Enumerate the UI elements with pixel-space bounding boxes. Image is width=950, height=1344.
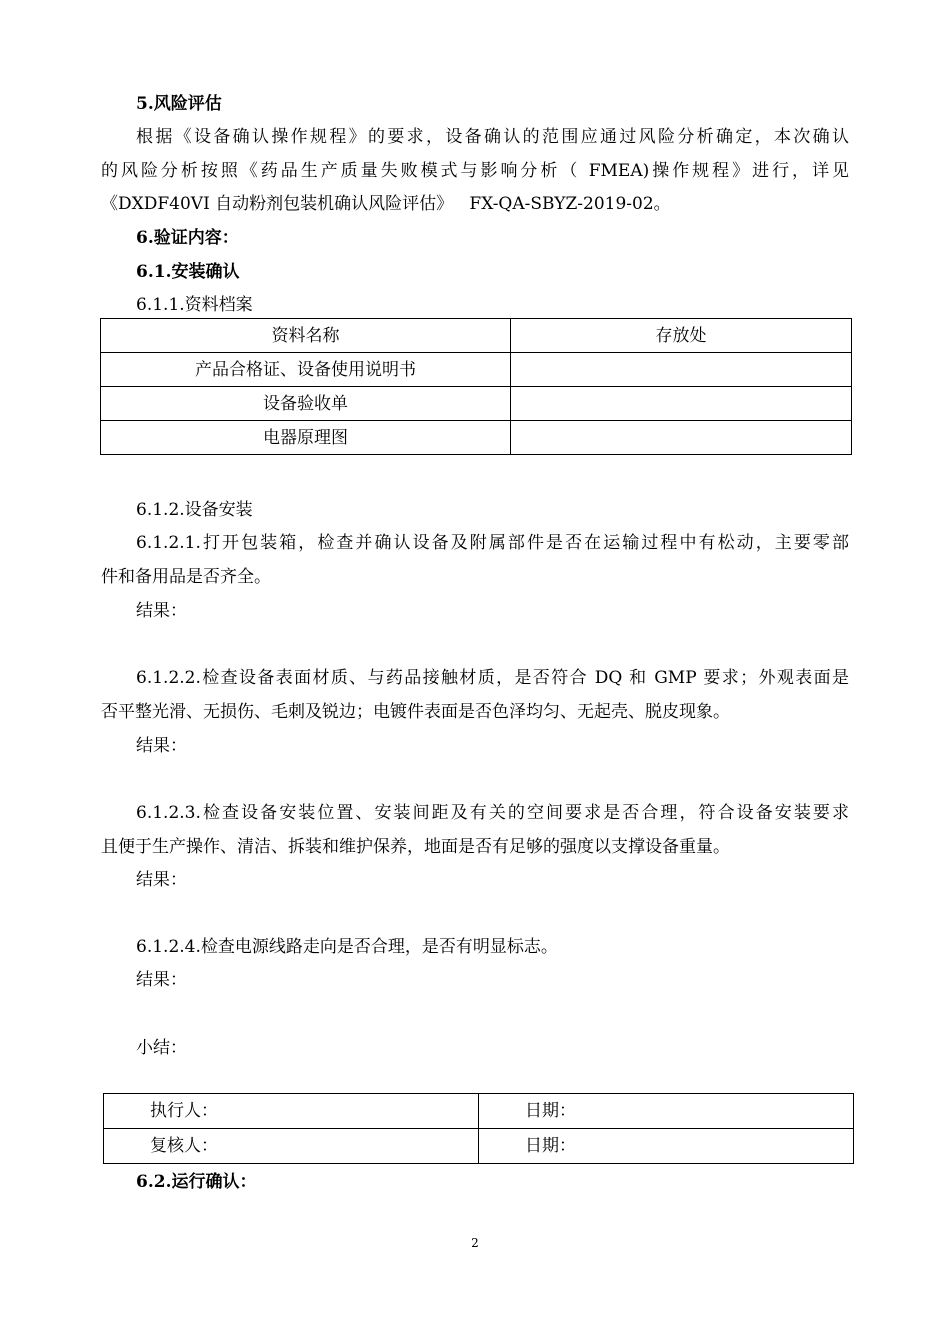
result-label: 结果：	[136, 736, 187, 756]
table-cell: 设备验收单	[101, 387, 511, 421]
section-6-1-heading: 6.1.安装确认	[136, 262, 240, 282]
item-6-1-2-3-line-1: 6.1.2.3.检查设备安装位置、安装间距及有关的空间要求是否合理，符合设备安装要求	[136, 803, 849, 823]
table-header-cell: 存放处	[511, 319, 852, 353]
result-label: 结果：	[136, 601, 187, 621]
table-row	[101, 387, 852, 421]
section-5-paragraph-line-2: 的风险分析按照《药品生产质量失败模式与影响分析（ FMEA)操作规程》进行，详见	[101, 161, 849, 181]
date-label: 日期：	[479, 1094, 854, 1129]
date-label: 日期：	[479, 1129, 854, 1164]
table-header-cell: 资料名称	[101, 319, 511, 353]
section-6-2-heading: 6.2.运行确认：	[136, 1172, 257, 1192]
signoff-row	[104, 1129, 854, 1164]
archive-table	[100, 318, 852, 455]
summary-label: 小结：	[136, 1038, 187, 1058]
table-cell: 电器原理图	[101, 421, 511, 455]
item-6-1-2-1-line-1: 6.1.2.1.打开包装箱，检查并确认设备及附属部件是否在运输过程中有松动，主要零部	[136, 533, 849, 553]
table-row	[101, 421, 852, 455]
result-label: 结果：	[136, 970, 187, 990]
section-5-paragraph-line-1: 根据《设备确认操作规程》的要求，设备确认的范围应通过风险分析确定，本次确认	[136, 127, 849, 147]
section-6-1-2-heading: 6.1.2.设备安装	[136, 500, 253, 520]
item-6-1-2-2-line-2: 否平整光滑、无损伤、毛刺及锐边；电镀件表面是否色泽均匀、无起壳、脱皮现象。	[101, 702, 730, 722]
item-6-1-2-4-line-1: 6.1.2.4.检查电源线路走向是否合理，是否有明显标志。	[136, 937, 558, 957]
reviewer-label: 复核人：	[104, 1129, 479, 1164]
section-6-1-1-heading: 6.1.1.资料档案	[136, 295, 253, 315]
section-5-heading: 5.风险评估	[136, 94, 222, 114]
table-row	[101, 353, 852, 387]
item-6-1-2-1-line-2: 件和备用品是否齐全。	[101, 567, 271, 587]
result-label: 结果：	[136, 870, 187, 890]
section-5-paragraph-line-3: 《DXDF40VI 自动粉剂包装机确认风险评估》 FX-QA-SBYZ-2019-02。	[101, 194, 671, 214]
page-number: 2	[471, 1236, 479, 1250]
signoff-table	[103, 1093, 854, 1164]
table-cell	[511, 353, 852, 387]
section-6-heading: 6.验证内容：	[136, 228, 239, 248]
item-6-1-2-3-line-2: 且便于生产操作、清洁、拆装和维护保养，地面是否有足够的强度以支撑设备重量。	[101, 837, 730, 857]
item-6-1-2-2-line-1: 6.1.2.2.检查设备表面材质、与药品接触材质，是否符合 DQ 和 GMP 要求；外观表面是	[136, 668, 849, 688]
table-header-row	[101, 319, 852, 353]
table-cell	[511, 387, 852, 421]
signoff-row	[104, 1094, 854, 1129]
executor-label: 执行人：	[104, 1094, 479, 1129]
table-cell: 产品合格证、设备使用说明书	[101, 353, 511, 387]
table-cell	[511, 421, 852, 455]
